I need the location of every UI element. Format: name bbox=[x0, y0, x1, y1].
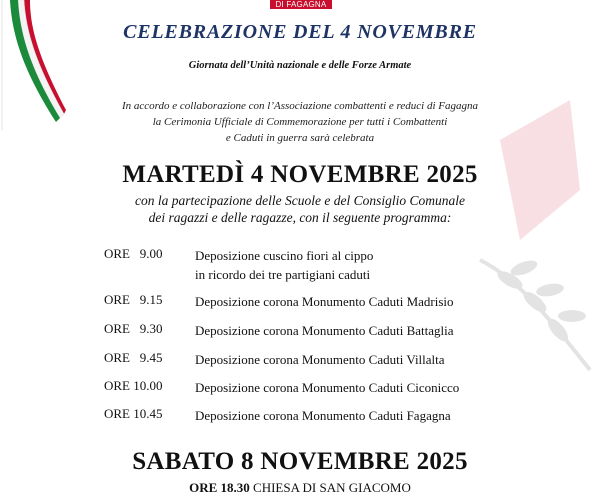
program-desc: Deposizione corona Monumento Caduti Ciconicco bbox=[195, 380, 460, 395]
header-tag: DI FAGAGNA bbox=[270, 0, 332, 9]
event1-date: MARTEDÌ 4 NOVEMBRE 2025 bbox=[122, 161, 478, 188]
intro-line: e Caduti in guerra sarà celebrata bbox=[225, 132, 375, 144]
program-desc: Deposizione corona Monumento Caduti Madrisio bbox=[195, 294, 454, 309]
program-time: ORE 9.30 bbox=[104, 321, 163, 336]
program-desc-line: Deposizione cuscino fiori al cippo bbox=[195, 248, 374, 263]
event2-time: ORE 18.30 bbox=[189, 480, 250, 495]
program-desc: Deposizione corona Monumento Caduti Villalta bbox=[195, 352, 445, 367]
program-desc: Deposizione corona Monumento Caduti Fagagna bbox=[195, 408, 451, 423]
program-time: ORE 10.45 bbox=[104, 406, 163, 421]
intro-line: la Cerimonia Ufficiale di Commemorazione per tutti i Combattenti bbox=[152, 116, 448, 128]
intro-line: In accordo e collaborazione con l’Associazione combattenti e reduci di Fagagna bbox=[121, 100, 478, 112]
program-time: ORE 9.45 bbox=[104, 350, 163, 365]
program-desc: Deposizione corona Monumento Caduti Battaglia bbox=[195, 323, 454, 338]
event1-description bbox=[0, 192, 600, 226]
program-desc bbox=[195, 246, 555, 284]
program-time: ORE 9.00 bbox=[104, 246, 163, 261]
event1-desc-line: con la partecipazione delle Scuole e del Consiglio Comunale bbox=[135, 193, 465, 208]
event2-date: SABATO 8 NOVEMBRE 2025 bbox=[132, 448, 468, 475]
intro-text bbox=[0, 98, 600, 146]
program-desc-line: in ricordo dei tre partigiani caduti bbox=[195, 267, 371, 282]
program-time: ORE 10.00 bbox=[104, 378, 163, 393]
event2-details bbox=[0, 480, 600, 496]
program-time: ORE 9.15 bbox=[104, 292, 163, 307]
event1-desc-line: dei ragazzi e delle ragazze, con il seguente programma: bbox=[148, 210, 452, 225]
page-title: CELEBRAZIONE DEL 4 NOVEMBRE bbox=[123, 21, 477, 43]
event2-place: CHIESA DI SAN GIACOMO bbox=[253, 480, 411, 495]
page-subtitle: Giornata dell’Unità nazionale e delle Forze Armate bbox=[188, 60, 412, 71]
